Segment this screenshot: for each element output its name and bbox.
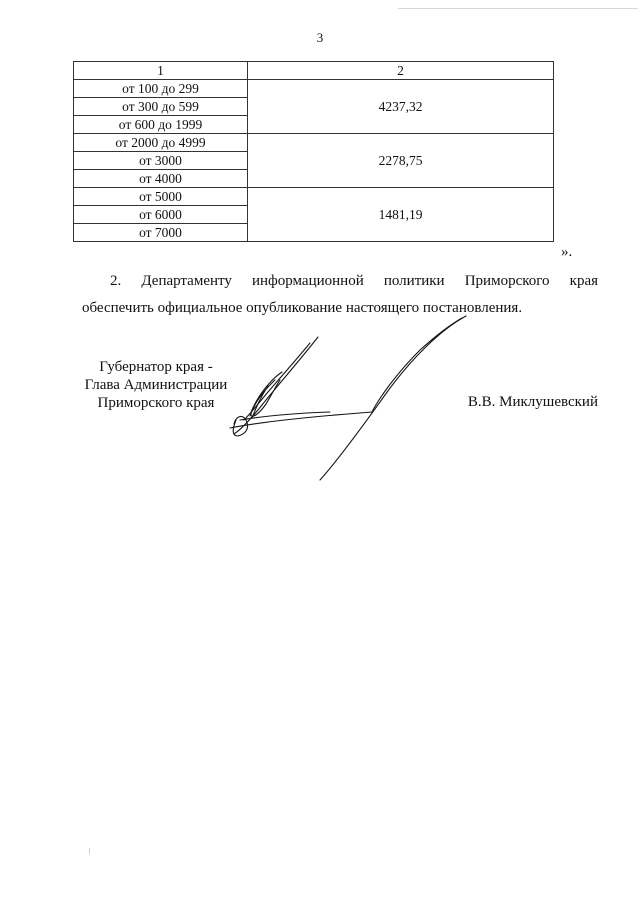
signature-stroke (244, 343, 310, 420)
signature-stroke (233, 417, 247, 436)
range-cell: от 2000 до 4999 (74, 134, 248, 152)
signer-title-line: Глава Администрации (84, 377, 228, 393)
margin-mark (89, 848, 90, 854)
signature-stroke (320, 316, 466, 480)
signature-stroke (234, 337, 318, 434)
page-number: 3 (316, 30, 324, 45)
value-cell: 2278,75 (248, 134, 554, 188)
header-rule (398, 8, 638, 9)
closing-quote: ». (561, 244, 573, 260)
column-header: 2 (248, 62, 554, 80)
range-cell: от 300 до 599 (74, 98, 248, 116)
signer-title-line: Приморского края (97, 395, 215, 411)
table-row (74, 134, 554, 152)
table-row (74, 80, 554, 98)
range-cell: от 7000 (74, 224, 248, 242)
signature-stroke (251, 372, 282, 416)
value-cell: 1481,19 (248, 188, 554, 242)
paragraph-line: 2. Департаменту информационной политики Приморского края (110, 273, 598, 289)
range-cell: от 4000 (74, 170, 248, 188)
signer-title-line: Губернатор края - (99, 359, 213, 375)
range-cell: от 3000 (74, 152, 248, 170)
range-cell: от 6000 (74, 206, 248, 224)
column-header: 1 (74, 62, 248, 80)
range-cell: от 5000 (74, 188, 248, 206)
value-cell: 4237,32 (248, 80, 554, 134)
signer-title (82, 358, 230, 412)
tariff-table (73, 61, 554, 242)
table-row (74, 188, 554, 206)
signature-stroke (250, 380, 275, 418)
table-header-row (74, 62, 554, 80)
signature-stroke (240, 412, 330, 420)
range-cell: от 600 до 1999 (74, 116, 248, 134)
range-cell: от 100 до 299 (74, 80, 248, 98)
paragraph-line: обеспечить официальное опубликование настоящего постановления. (82, 300, 523, 316)
signature-stroke (230, 318, 462, 428)
signer-name: В.В. Миклушевский (467, 394, 598, 410)
